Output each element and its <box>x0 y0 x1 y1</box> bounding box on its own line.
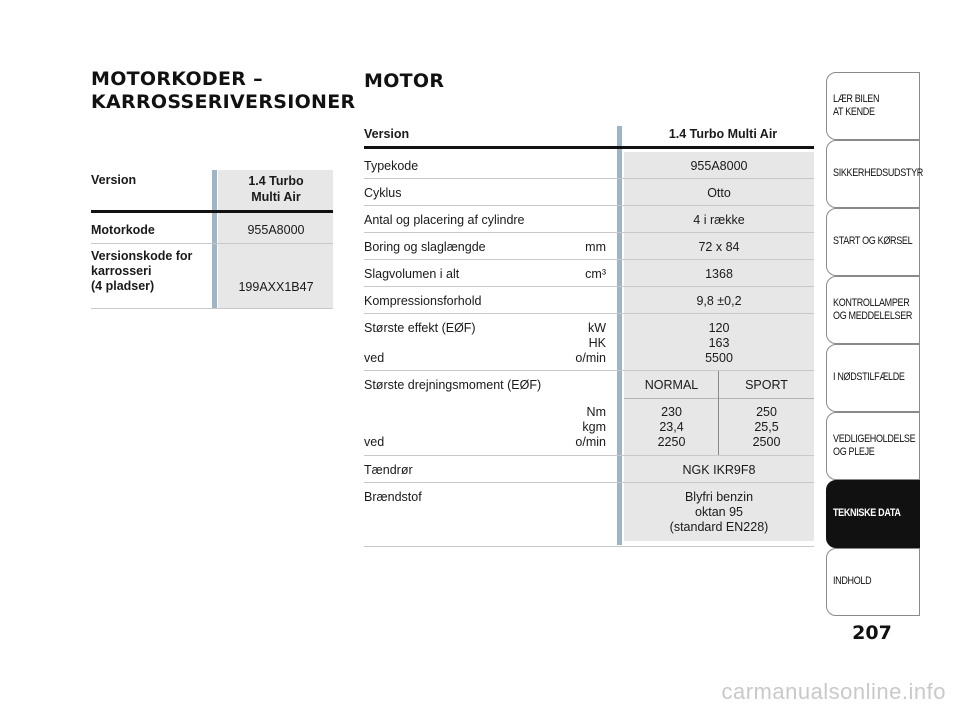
motor-row-moment-label: Største drejningsmoment (EØF) <box>364 378 542 392</box>
motor-row-divider <box>364 313 814 314</box>
left-row-motorkode-label: Motorkode <box>91 223 155 237</box>
left-row-versionskode-value: 199AXX1B47 <box>238 280 314 294</box>
left-header-value-line-2: Multi Air <box>251 190 301 204</box>
tab-start-og-korsel[interactable] <box>826 208 920 276</box>
motor-row-divider <box>364 370 814 371</box>
left-header-value <box>222 173 330 205</box>
left-divider-bar <box>212 170 217 308</box>
page-number: 207 <box>852 622 892 644</box>
motor-row-divider <box>364 482 814 483</box>
motor-row-cyklus-value: Otto <box>707 186 731 200</box>
left-row-versionskode-line-2: karrosseri <box>91 264 152 278</box>
left-row-motorkode-value: 955A8000 <box>247 223 305 237</box>
motor-header-rule <box>364 146 814 149</box>
motor-row-typekode-label: Typekode <box>364 159 419 173</box>
tab-label-line-2: AT KENDE <box>833 106 875 118</box>
motor-row-taendror-label: Tændrør <box>364 463 413 477</box>
motor-table-bottom-rule <box>364 546 814 547</box>
tab-label-line-1: LÆR BILEN <box>833 93 880 105</box>
braendstof-line-1: Blyfri benzin <box>684 490 754 504</box>
moment-normal-values <box>624 405 719 450</box>
unit-omin: o/min <box>575 351 606 365</box>
motor-row-kompression-value: 9,8 ±0,2 <box>696 294 742 308</box>
motor-row-effekt-ved: ved <box>364 351 385 365</box>
left-header-rule <box>91 210 333 213</box>
left-table-bottom-rule <box>91 308 333 309</box>
motor-row-moment-units <box>540 405 606 450</box>
motor-row-divider <box>364 259 814 260</box>
effekt-hk-value: 163 <box>708 336 730 350</box>
motor-row-cylindre-label: Antal og placering af cylindre <box>364 213 525 227</box>
moment-normal-nm: 230 <box>661 405 682 419</box>
watermark: carmanualsonline.info <box>721 679 946 704</box>
left-row-versionskode-line-3: (4 pladser) <box>91 279 155 293</box>
left-title-line-1: MOTORKODER – <box>91 68 263 90</box>
unit-hk: HK <box>588 336 606 350</box>
motor-row-braendstof-value <box>624 490 814 535</box>
tab-vedligeholdelse[interactable] <box>826 412 920 480</box>
motor-row-effekt-units <box>540 321 606 366</box>
motor-row-slagvolumen-unit: cm³ <box>585 267 606 281</box>
moment-normal-omin: 2250 <box>657 435 686 449</box>
tab-label: START OG KØRSEL <box>833 235 913 247</box>
motor-row-kompression-label: Kompressionsforhold <box>364 294 482 308</box>
motor-title: MOTOR <box>364 70 445 92</box>
moment-sport-nm: 250 <box>756 405 777 419</box>
left-row-versionskode-label <box>91 249 192 294</box>
motor-row-taendror-value: NGK IKR9F8 <box>682 463 756 477</box>
moment-normal-kgm: 23,4 <box>659 420 684 434</box>
tab-label-line-2: OG PLEJE <box>833 446 875 458</box>
tab-label: TEKNISKE DATA <box>833 507 901 519</box>
left-title-line-2: KARROSSERIVERSIONER <box>91 91 356 113</box>
tab-label-line-2: OG MEDDELELSER <box>833 310 913 322</box>
tab-indhold[interactable] <box>826 548 920 616</box>
tab-tekniske-data[interactable] <box>826 480 920 548</box>
tab-laer-bilen-at-kende[interactable] <box>826 72 920 140</box>
motor-row-divider <box>364 178 814 179</box>
tab-label-line-1: KONTROLLAMPER <box>833 297 910 309</box>
tab-kontrollamper[interactable] <box>826 276 920 344</box>
motor-header-value: 1.4 Turbo Multi Air <box>668 127 778 141</box>
unit-kw: kW <box>587 321 606 335</box>
motor-row-braendstof-label: Brændstof <box>364 490 422 504</box>
motor-row-cylindre-value: 4 i række <box>693 213 745 227</box>
tab-label: INDHOLD <box>833 575 872 587</box>
unit-kgm: kgm <box>582 420 606 434</box>
braendstof-line-3: (standard EN228) <box>669 520 769 534</box>
motor-row-slagvolumen-label: Slagvolumen i alt <box>364 267 460 281</box>
left-header-value-line-1: 1.4 Turbo <box>248 174 304 188</box>
effekt-omin-value: 5500 <box>705 351 733 365</box>
moment-col-sport-header: SPORT <box>745 378 788 392</box>
left-title <box>91 68 355 114</box>
motor-row-divider <box>364 455 814 456</box>
left-row-versionskode-line-1: Versionskode for <box>91 249 193 263</box>
tab-label: SIKKERHEDSUDSTYR <box>833 167 923 179</box>
moment-subheader-rule <box>624 398 814 399</box>
moment-sport-values <box>719 405 814 450</box>
unit-nm: Nm <box>586 405 606 419</box>
motor-row-boring-value: 72 x 84 <box>698 240 740 254</box>
unit-omin-2: o/min <box>575 435 606 449</box>
motor-row-divider <box>364 232 814 233</box>
motor-row-boring-label: Boring og slaglængde <box>364 240 486 254</box>
braendstof-line-2: oktan 95 <box>695 505 743 519</box>
tab-i-nodstilfaelde[interactable] <box>826 344 920 412</box>
left-header-label: Version <box>91 173 137 187</box>
motor-row-moment-ved: ved <box>364 435 385 449</box>
motor-header-label: Version <box>364 127 410 141</box>
motor-row-slagvolumen-value: 1368 <box>705 267 733 281</box>
tab-label-line-1: VEDLIGEHOLDELSE <box>833 433 916 445</box>
motor-row-divider <box>364 205 814 206</box>
motor-row-typekode-value: 955A8000 <box>690 159 748 173</box>
effekt-kw-value: 120 <box>708 321 730 335</box>
left-row-divider <box>91 243 333 244</box>
motor-row-divider <box>364 286 814 287</box>
moment-sport-omin: 2500 <box>752 435 781 449</box>
moment-sport-kgm: 25,5 <box>754 420 779 434</box>
motor-row-effekt-values <box>624 321 814 366</box>
moment-col-normal-header: NORMAL <box>644 378 699 392</box>
tab-sikkerhedsudstyr[interactable] <box>826 140 923 208</box>
motor-row-boring-unit: mm <box>585 240 606 254</box>
motor-row-cyklus-label: Cyklus <box>364 186 402 200</box>
tab-label: I NØDSTILFÆLDE <box>833 371 905 383</box>
motor-row-effekt-label: Største effekt (EØF) <box>364 321 476 335</box>
